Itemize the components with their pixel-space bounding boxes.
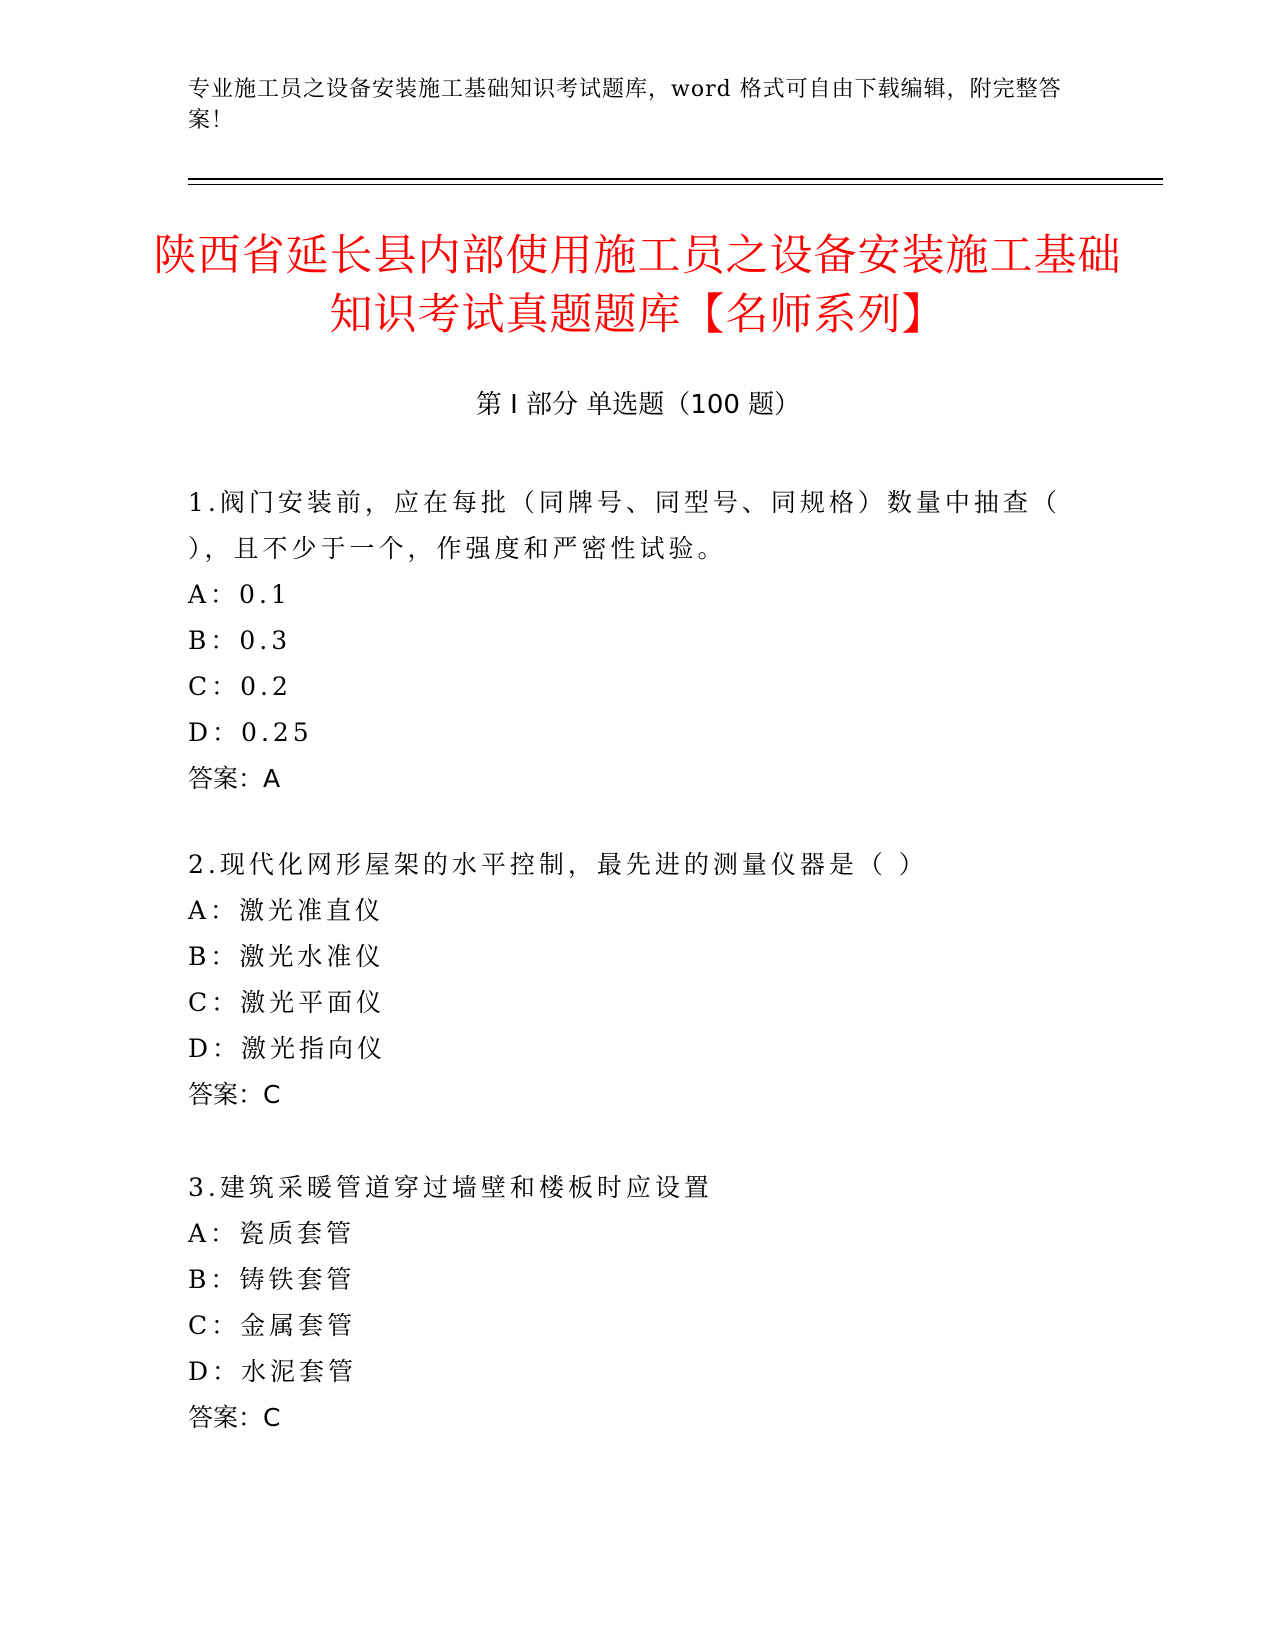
answer: 答案：C	[188, 1403, 281, 1432]
option-c: C：金属套管	[188, 1311, 357, 1340]
question-stem: 2.现代化网形屋架的水平控制，最先进的测量仪器是（ ）	[188, 850, 928, 879]
option-a: A：0.1	[188, 580, 291, 609]
option-c: C：0.2	[188, 672, 292, 701]
header-divider-thick	[188, 178, 1163, 180]
option-a: A：激光准直仪	[188, 896, 385, 925]
question-3	[188, 1165, 1088, 1441]
document-title: 陕西省延长县内部使用施工员之设备安装施工基础知识考试真题题库【名师系列】	[153, 231, 1122, 340]
question-1	[188, 480, 1088, 802]
question-stem: 1.阀门安装前，应在每批（同牌号、同型号、同规格）数量中抽查（ ），且不少于一个，作强度和严密性试验。	[188, 488, 1061, 563]
answer: 答案：C	[188, 1080, 281, 1109]
option-b: B：激光水准仪	[188, 942, 385, 971]
option-c: C：激光平面仪	[188, 988, 386, 1017]
option-d: D：0.25	[188, 718, 313, 747]
question-2	[188, 842, 1088, 1118]
answer: 答案：A	[188, 764, 281, 793]
option-a: A：瓷质套管	[188, 1219, 356, 1248]
option-b: B：铸铁套管	[188, 1265, 356, 1294]
option-b: B：0.3	[188, 626, 292, 655]
header-note: 专业施工员之设备安装施工基础知识考试题库，word 格式可自由下载编辑，附完整答案！	[188, 77, 1062, 133]
option-d: D：激光指向仪	[188, 1034, 387, 1063]
section-title: 第 I 部分 单选题（100 题）	[475, 390, 801, 420]
question-stem: 3.建筑采暖管道穿过墙壁和楼板时应设置	[188, 1173, 713, 1202]
header-divider-thin	[188, 184, 1163, 185]
option-d: D：水泥套管	[188, 1357, 358, 1386]
